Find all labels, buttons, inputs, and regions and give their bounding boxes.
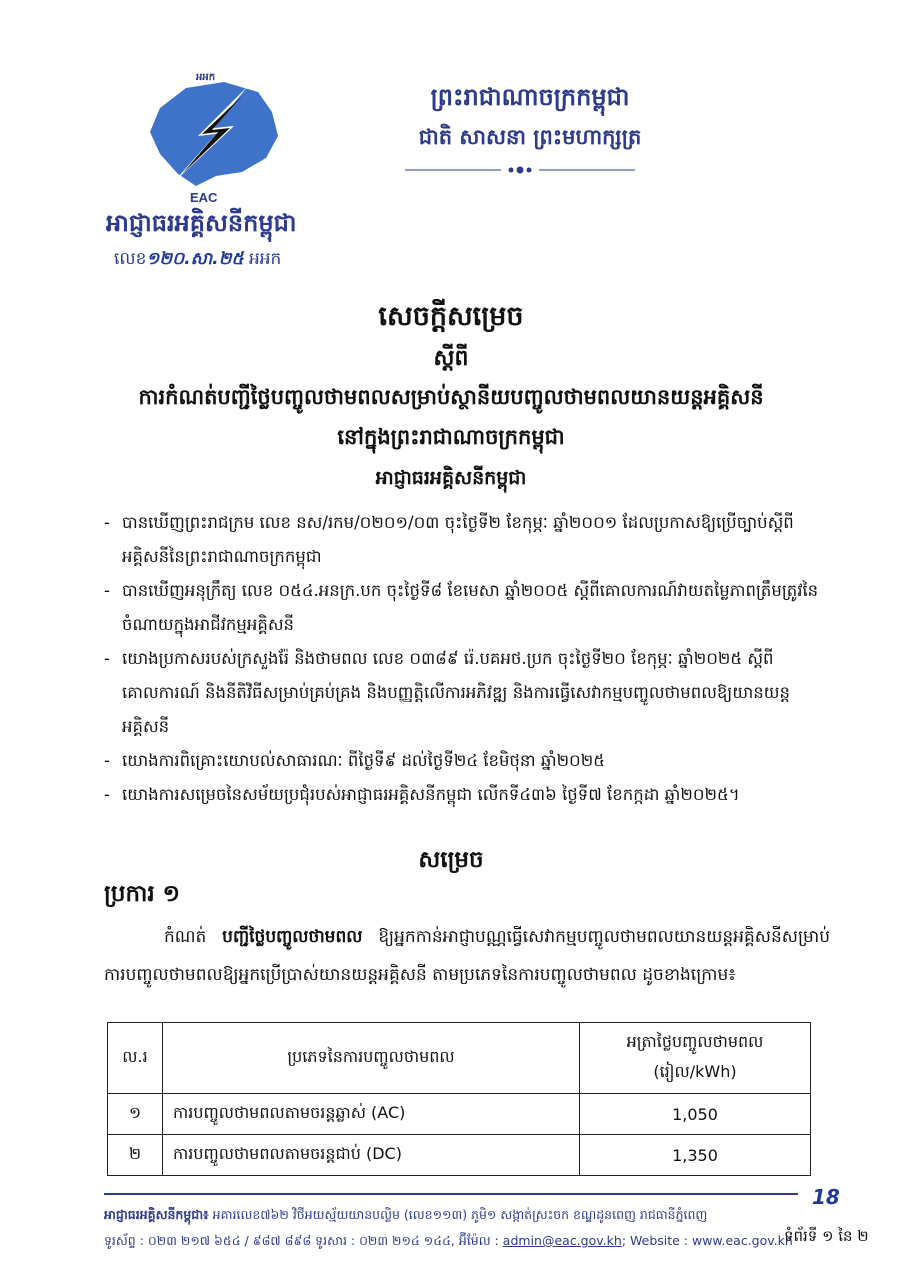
page-number: ទំព័រទី ១ នៃ ២	[784, 1227, 869, 1245]
tariff-table	[107, 1022, 811, 1176]
recital-item: - បានឃើញអនុក្រឹត្យ លេខ ០៥៤.អនក្រ.បក ចុះថ្ងៃទី៨ ខែមេសា ឆ្នាំ២០០៥ ស្តីពីគោលការណ៍វាយតម្លៃភាពត្រឹមត្រូវនៃចំណាយក្នុងអាជីវកម្មអគ្គិសនី	[104, 581, 819, 634]
logo-top-text: អអក	[196, 72, 216, 83]
cell-price: 1,050	[580, 1094, 811, 1135]
footer-agency-label: អាជ្ញាធរអគ្គិសនីកម្ពុជា៖	[104, 1207, 209, 1222]
table-row	[108, 1135, 811, 1176]
footer-address-text: អគារលេខ៧៦២ វិថីអយស្ម័យយានបល្លិម (លេខ១១៣) ភូមិ១ សង្កាត់ស្រះចក ខណ្ឌដូនពេញ រាជធានីភ្នំពេញ	[212, 1207, 708, 1222]
agency-name: អាជ្ញាធរអគ្គិសនីកម្ពុជា	[106, 209, 297, 237]
cell-price: 1,350	[580, 1135, 811, 1176]
ref-suffix: អអក	[248, 249, 282, 269]
recital-item: - យោងប្រកាសរបស់ក្រសួងរ៉ែ និងថាមពល លេខ ០៣៨៩ រ៉េ.បគអថ.ប្រក ចុះថ្ងៃទី២០ ខែកុម្ភៈ ឆ្នាំ២០២៥ ស្តីពីគោលការណ៍ និងនីតិវិធីសម្រាប់គ្រប់គ្រង និងបញ្ញត្តិលើការអភិវឌ្ឍ និងការធ្វើសេវាកម្មបញ្ចូលថាមពលឱ្យយានយន្តអគ្គិសនី	[104, 649, 790, 736]
footer-address	[104, 1207, 707, 1226]
reference-number	[114, 248, 281, 273]
logo-bottom-text: EAC	[190, 190, 218, 205]
footer-email-link[interactable]: admin@eac.gov.kh	[502, 1233, 622, 1248]
footer-contact-text: ទូរស័ព្ទ : ០២៣ ២១៧ ៦៥៤ / ៩៨៧ ៨៩៨ ទូរសារ : ០២៣ ២១៤ ១៤៤, អ៊ីម៉ែល :	[104, 1233, 499, 1248]
cell-no: ២	[108, 1135, 163, 1176]
recital-item: - យោងការសម្រេចនៃសម័យប្រជុំរបស់អាជ្ញាធរអគ្គិសនីកម្ពុជា លើកទី៤៣៦ ថ្ងៃទី៧ ខែកក្កដា ឆ្នាំ២០២៥។	[104, 785, 740, 804]
cell-type: ការបញ្ចូលថាមពលតាមចរន្តជាប់ (DC)	[163, 1135, 580, 1176]
about-label: ស្តីពី	[433, 346, 469, 371]
article-paragraph	[104, 918, 830, 994]
recitals-list	[104, 506, 834, 812]
decision-heading: សម្រេច	[418, 847, 484, 873]
para-lead: កំណត់	[164, 927, 207, 947]
ref-prefix: លេខ	[114, 249, 147, 269]
recital-item: - យោងការពិគ្រោះយោបល់សាធារណៈ ពីថ្ងៃទី៩ ដល់ថ្ងៃទី២៤ ខែមិថុនា ឆ្នាំ២០២៥	[104, 751, 605, 770]
para-bold-term: បញ្ជីថ្លៃបញ្ចូលថាមពល	[222, 927, 363, 947]
ref-handwritten-number: ១២០.សា.២៥	[146, 249, 244, 269]
national-motto: ជាតិ សាសនា ព្រះមហាក្សត្រ	[418, 125, 642, 149]
eac-logo	[138, 66, 288, 206]
footer-divider	[104, 1193, 798, 1195]
footer-contact	[104, 1233, 793, 1252]
header-no: ល.រ	[108, 1023, 163, 1094]
recital-item: - បានឃើញព្រះរាជក្រម លេខ នស/រកម/០២០១/០៣ ចុះថ្ងៃទី២ ខែកុម្ភៈ ឆ្នាំ២០០១ ដែលប្រកាសឱ្យប្រើច្បាប់ស្តីពីអគ្គិសនីនៃព្រះរាជាណាចក្រកម្ពុជា	[104, 513, 794, 566]
subject-line-1: ការកំណត់បញ្ជីថ្លៃបញ្ចូលថាមពលសម្រាប់ស្ថានីយបញ្ចូលថាមពលយានយន្តអគ្គិសនី	[138, 385, 764, 409]
header-type: ប្រភេទនៃការបញ្ចូលថាមពល	[163, 1023, 580, 1094]
kingdom-title: ព្រះរាជាណាចក្រកម្ពុជា	[430, 83, 630, 111]
issuer-heading: អាជ្ញាធរអគ្គិសនីកម្ពុជា	[375, 467, 527, 489]
footer-website[interactable]: ; Website : www.eac.gov.kh	[621, 1233, 793, 1248]
header-price: អត្រាថ្លៃបញ្ចូលថាមពល (រៀល/kWh)	[580, 1023, 811, 1094]
subject-line-2: នៅក្នុងព្រះរាជាណាចក្រកម្ពុជា	[337, 425, 565, 449]
table-header-row	[108, 1023, 811, 1094]
header-unit: (រៀល/kWh)	[653, 1062, 737, 1081]
article-label: ប្រការ ១	[104, 881, 181, 907]
para-rest: ឱ្យអ្នកកាន់អាជ្ញាបណ្ណធ្វើសេវាកម្មបញ្ចូលថាមពលយានយន្តអគ្គិសនីសម្រាប់ការបញ្ចូលថាមពលឱ្យអ្នកប្រើប្រាស់យានយន្តអគ្គិសនី តាមប្រភេទនៃការបញ្ចូលថាមពល ដូចខាងក្រោម៖	[104, 927, 830, 985]
table-row	[108, 1094, 811, 1135]
cell-type: ការបញ្ចូលថាមពលតាមចរន្តឆ្លាស់ (AC)	[163, 1094, 580, 1135]
document-title: សេចក្តីសម្រេច	[378, 301, 524, 332]
cell-no: ១	[108, 1094, 163, 1135]
handwritten-mark: 18	[812, 1185, 840, 1209]
divider-ornament	[405, 164, 635, 176]
